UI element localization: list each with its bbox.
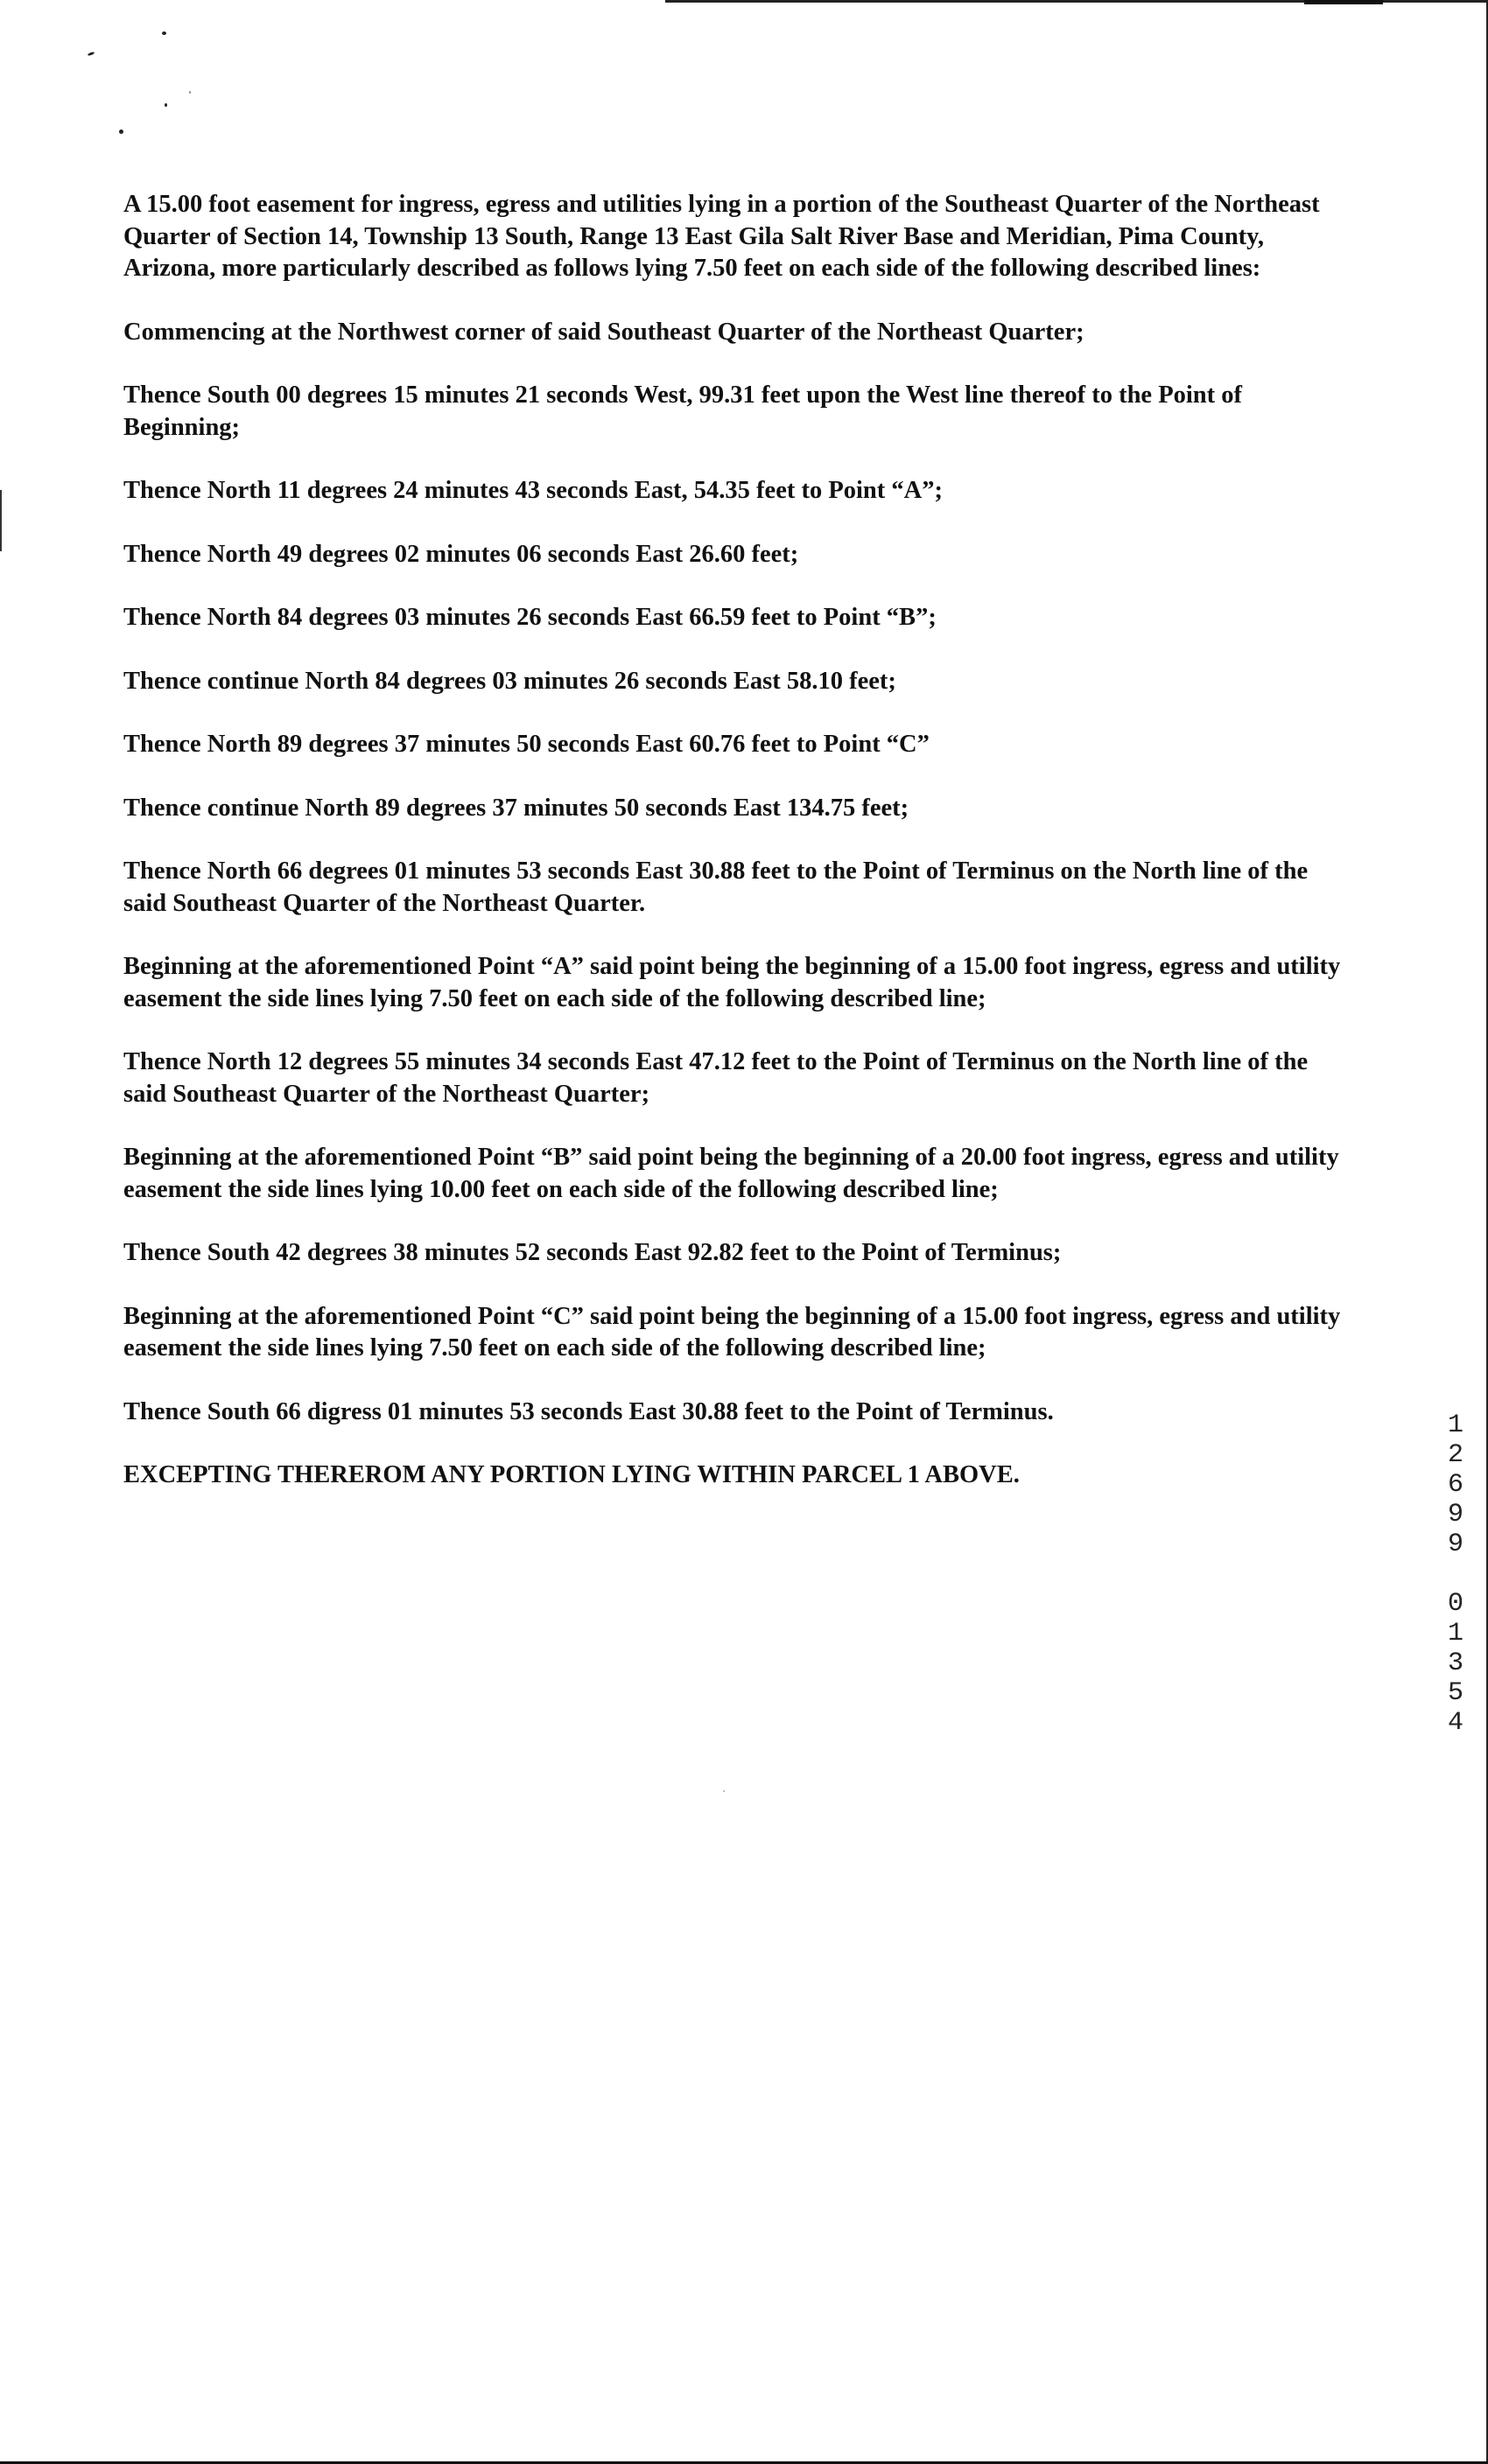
course-paragraph: Thence North 66 degrees 01 minutes 53 seconds East 30.88 feet to the Point of Terminus on the North line of the said Southeast Quarter of the Northeast Quarter. (123, 858, 1309, 917)
point-c-paragraph: Beginning at the aforementioned Point “C” said point being the beginning of a 15.00 foot ingress, egress and utility easement the side lines lying 7.50 feet on each side of the following described line; (123, 1302, 1341, 1362)
recording-number-stamp: 12699 01354 (1441, 1410, 1470, 1738)
scan-speck (165, 103, 167, 107)
easement-intro-paragraph: A 15.00 foot easement for ingress, egress and utilities lying in a portion of the Southeast Quarter of the Northeast Quarter of Section 14, Township 13 South, Range 13 East Gila Salt River Base and Meridian, Pima County, Arizona, more particularly described as follows lying 7.50 feet on each side of the following described lines: (123, 191, 1320, 282)
course-paragraph: Thence continue North 84 degrees 03 minutes 26 seconds East 58.10 feet; (123, 667, 896, 695)
course-paragraph: Thence North 84 degrees 03 minutes 26 seconds East 66.59 feet to Point “B”; (123, 604, 937, 631)
course-paragraph: Thence North 89 degrees 37 minutes 50 seconds East 60.76 feet to Point “C” (123, 731, 930, 758)
point-a-paragraph: Beginning at the aforementioned Point “A” said point being the beginning of a 15.00 foot ingress, egress and utility easement the side lines lying 7.50 feet on each side of the following described line; (123, 953, 1341, 1012)
course-paragraph: Thence South 00 degrees 15 minutes 21 seconds West, 99.31 feet upon the West line thereof to the Point of Beginning; (123, 382, 1242, 441)
scan-speck (189, 91, 191, 94)
course-paragraph: Thence North 12 degrees 55 minutes 34 seconds East 47.12 feet to the Point of Terminus on the North line of the said Southeast Quarter of the Northeast Quarter; (123, 1048, 1309, 1108)
course-paragraph: Thence South 42 degrees 38 minutes 52 seconds East 92.82 feet to the Point of Terminus; (123, 1239, 1062, 1266)
course-paragraph: Thence North 11 degrees 24 minutes 43 seconds East, 54.35 feet to Point “A”; (123, 477, 943, 504)
scan-speck (723, 1790, 725, 1792)
exception-paragraph: EXCEPTING THEREROM ANY PORTION LYING WITHIN PARCEL 1 ABOVE. (123, 1461, 1020, 1488)
scan-top-mark (1304, 0, 1383, 4)
course-paragraph: Thence North 49 degrees 02 minutes 06 seconds East 26.60 feet; (123, 540, 799, 568)
legal-description (123, 189, 1349, 1492)
course-paragraph: Thence South 66 digress 01 minutes 53 seconds East 30.88 feet to the Point of Terminus. (123, 1397, 1054, 1425)
scan-speck (119, 130, 123, 134)
scan-speck (162, 32, 166, 35)
point-b-paragraph: Beginning at the aforementioned Point “B” said point being the beginning of a 20.00 foot ingress, egress and utility easement the side lines lying 10.00 feet on each side of the following described line; (123, 1144, 1339, 1203)
scan-left-mark (0, 490, 2, 551)
commencing-paragraph: Commencing at the Northwest corner of said Southeast Quarter of the Northeast Quarter; (123, 318, 1084, 346)
course-paragraph: Thence continue North 89 degrees 37 minutes 50 seconds East 134.75 feet; (123, 794, 909, 822)
scan-speck (88, 52, 95, 57)
